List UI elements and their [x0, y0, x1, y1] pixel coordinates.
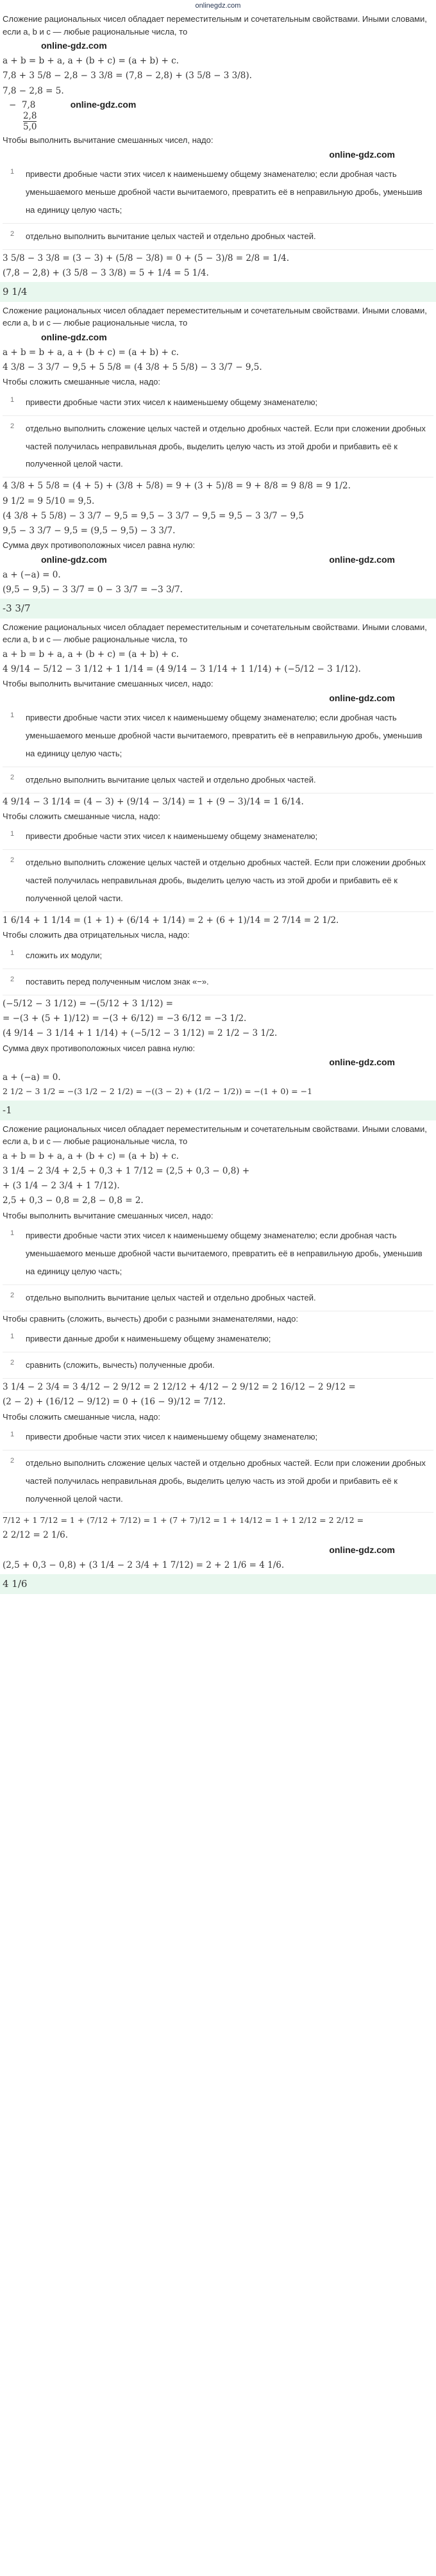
math-line: a + b = b + a, a + (b + c) = (a + b) + c.	[3, 347, 179, 358]
watermark: online-gdz.com	[70, 99, 137, 110]
intro-text: Сложение рациональных чисел обладает переместительным и сочетательным свойствами. Иными словами, если a, b и c — любые рациональные числа, то	[3, 1124, 427, 1146]
watermark: online-gdz.com	[41, 554, 107, 565]
math-line: 3 5/8 − 3 3/8 = (3 − 3) + (5/8 − 3/8) = 0 + (5 − 3)/8 = 2/8 = 1/4.	[3, 253, 290, 263]
col-result: 5,0	[23, 121, 37, 132]
rule-step: 1 привести дробные части этих чисел к наименьшему общему знаменателю;	[3, 1424, 433, 1450]
rule-text: Сумма двух противоположных чисел равна нулю:	[3, 540, 196, 551]
rule-step: 2 отдельно выполнить сложение целых частей и отдельно дробных частей. Если при сложении дробных частей получилась неправильная дробь, выделить целую часть из этой дроби и прибавить её к полученной целой части.	[3, 416, 433, 478]
intro-text: Сложение рациональных чисел обладает переместительным и сочетательным свойствами. Иными словами, если a, b и c — любые рациональные числа, то	[3, 305, 427, 328]
math-line: + (3 1/4 − 2 3/4 + 1 7/12).	[3, 1181, 120, 1191]
math-line: 4 9/14 − 3 1/14 = (4 − 3) + (9/14 − 3/14) = 1 + (9 − 3)/14 = 1 6/14.	[3, 796, 304, 807]
rule-text: Чтобы выполнить вычитание смешанных чисел, надо:	[3, 135, 214, 145]
solution-1	[3, 13, 433, 279]
rule-step: 2 отдельно выполнить сложение целых частей и отдельно дробных частей. Если при сложении дробных частей получилась неправильная дробь, выделить целую часть из этой дроби и прибавить её к полученной целой части.	[3, 1450, 433, 1513]
rule-text: Чтобы сложить смешанные числа, надо:	[3, 377, 160, 387]
math-line: 4 9/14 − 5/12 − 3 1/12 + 1 1/14 = (4 9/14 − 3 1/14 + 1 1/14) + (−5/12 − 3 1/12).	[3, 664, 361, 675]
math-line: 2 2/12 = 2 1/6.	[3, 1529, 68, 1540]
math-line: (7,8 − 2,8) + (3 5/8 − 3 3/8) = 5 + 1/4 = 5 1/4.	[3, 267, 209, 278]
math-line: a + b = b + a, a + (b + c) = (a + b) + c.	[3, 56, 179, 66]
math-line: 2,5 + 0,3 − 0,8 = 2,8 − 0,8 = 2.	[3, 1195, 144, 1206]
math-line: 1 6/14 + 1 1/14 = (1 + 1) + (6/14 + 1/14) = 2 + (6 + 1)/14 = 2 7/14 = 2 1/2.	[3, 915, 339, 926]
solution-3	[3, 621, 433, 1098]
math-line: 9,5 − 3 3/7 − 9,5 = (9,5 − 9,5) − 3 3/7.	[3, 526, 176, 536]
rule-step: 1 привести данные дроби к наименьшему общему знаменателю;	[3, 1326, 433, 1352]
watermark: online-gdz.com	[41, 331, 107, 342]
math-line: 4 3/8 + 5 5/8 = (4 + 5) + (3/8 + 5/8) = 9 + (3 + 5)/8 = 9 + 8/8 = 9 8/8 = 9 1/2.	[3, 481, 351, 492]
column-subtraction	[3, 99, 433, 133]
math-line: a + b = b + a, a + (b + c) = (a + b) + c.	[3, 1151, 179, 1161]
rule-text: Сумма двух противоположных чисел равна нулю:	[3, 1043, 196, 1053]
math-line: = −(3 + (5 + 1)/12) = −(3 + 6/12) = −3 6/12 = −3 1/2.	[3, 1013, 247, 1024]
math-line: 4 3/8 − 3 3/7 − 9,5 + 5 5/8 = (4 3/8 + 5 5/8) − 3 3/7 − 9,5.	[3, 361, 262, 372]
rule-text: Чтобы сложить смешанные числа, надо:	[3, 811, 160, 821]
rule-text: Чтобы сравнить (сложить, вычесть) дроби с разными знаменателями, надо:	[3, 1313, 298, 1324]
answer-3: -1	[0, 1101, 436, 1120]
rule-text: Чтобы сложить два отрицательных числа, надо:	[3, 930, 190, 940]
watermark: online-gdz.com	[329, 1057, 395, 1067]
math-line: a + b = b + a, a + (b + c) = (a + b) + c.	[3, 649, 179, 660]
answer-2: -3 3/7	[0, 599, 436, 619]
answer-4: 4 1/6	[0, 1574, 436, 1594]
watermark: online-gdz.com	[41, 40, 107, 51]
rule-step: 1 привести дробные части этих чисел к наименьшему общему знаменателю;	[3, 824, 433, 850]
rule-step: 2 поставить перед полученным числом знак «−».	[3, 969, 433, 995]
solution-4	[3, 1123, 433, 1572]
math-line: 3 1/4 − 2 3/4 + 2,5 + 0,3 + 1 7/12 = (2,5 + 0,3 − 0,8) +	[3, 1165, 250, 1176]
rule-text: Чтобы выполнить вычитание смешанных чисел, надо:	[3, 1210, 214, 1220]
col-minuend: 7,8	[21, 99, 36, 110]
rule-text: Чтобы сложить смешанные числа, надо:	[3, 1411, 160, 1422]
solution-2	[3, 304, 433, 597]
col-subtrahend: 2,8	[23, 110, 37, 121]
math-line: (2 − 2) + (16/12 − 9/12) = 0 + (16 − 9)/12 = 7/12.	[3, 1397, 226, 1408]
answer-1: 9 1/4	[0, 282, 436, 302]
rule-step: 1 привести дробные части этих чисел к наименьшему общему знаменателю; если дробная часть уменьшаемого меньше дробной части вычитаемого, превратить её в неправильную дробь, уменьшив на единицу целую часть;	[3, 705, 433, 767]
site-logo: onlinegdz.com	[195, 2, 241, 10]
math-line: (4 9/14 − 3 1/14 + 1 1/14) + (−5/12 − 3 1/12) = 2 1/2 − 3 1/2.	[3, 1028, 278, 1039]
rule-step: 2 сравнить (сложить, вычесть) полученные дроби.	[3, 1352, 433, 1379]
math-line: 7/12 + 1 7/12 = 1 + (7/12 + 7/12) = 1 + (7 + 7)/12 = 1 + 14/12 = 1 + 1 2/12 = 2 2/12 =	[3, 1515, 364, 1525]
rule-step: 2 отдельно выполнить вычитание целых частей и отдельно дробных частей.	[3, 767, 433, 794]
math-line: 3 1/4 − 2 3/4 = 3 4/12 − 2 9/12 = 2 12/12 + 4/12 − 2 9/12 = 2 16/12 − 2 9/12 =	[3, 1382, 356, 1393]
math-line: (2,5 + 0,3 − 0,8) + (3 1/4 − 2 3/4 + 1 7/12) = 2 + 2 1/6 = 4 1/6.	[3, 1559, 285, 1570]
rule-step: 2 отдельно выполнить вычитание целых частей и отдельно дробных частей.	[3, 224, 433, 250]
col-operator: −	[9, 99, 17, 110]
intro-text: Сложение рациональных чисел обладает переместительным и сочетательным свойствами. Иными словами, если a, b и c — любые рациональные числа, то	[3, 14, 427, 37]
watermark: online-gdz.com	[329, 1544, 395, 1555]
math-line: (4 3/8 + 5 5/8) − 3 3/7 − 9,5 = 9,5 − 3 3/7 − 9,5 = 9,5 − 3 3/7 − 9,5	[3, 510, 304, 521]
rule-step: 1 привести дробные части этих чисел к наименьшему общему знаменателю; если дробная часть уменьшаемого меньше дробной части вычитаемого, превратить её в неправильную дробь, уменьшив на единицу целую часть;	[3, 1223, 433, 1285]
watermark: online-gdz.com	[329, 149, 395, 160]
rule-step: 1 привести дробные части этих чисел к наименьшему общему знаменателю;	[3, 390, 433, 416]
math-line: a + (−a) = 0.	[3, 569, 61, 580]
intro-text: Сложение рациональных чисел обладает переместительным и сочетательным свойствами. Иными словами, если a, b и c — любые рациональные числа, то	[3, 622, 427, 645]
watermark: online-gdz.com	[329, 692, 395, 703]
rule-step: 1 привести дробные части этих чисел к наименьшему общему знаменателю; если дробная часть уменьшаемого меньше дробной части вычитаемого, превратить её в неправильную дробь, уменьшив на единицу целую часть;	[3, 162, 433, 224]
math-line: (−5/12 − 3 1/12) = −(5/12 + 3 1/12) =	[3, 998, 173, 1009]
watermark: online-gdz.com	[329, 554, 395, 565]
rule-step: 2 отдельно выполнить вычитание целых частей и отдельно дробных частей.	[3, 1285, 433, 1311]
rule-step: 2 отдельно выполнить сложение целых частей и отдельно дробных частей. Если при сложении дробных частей получилась неправильная дробь, выделить целую часть из этой дроби и прибавить её к полученной целой части.	[3, 850, 433, 912]
math-line: 7,8 − 2,8 = 5.	[3, 85, 64, 96]
math-line: a + (−a) = 0.	[3, 1072, 61, 1083]
rule-step: 1 сложить их модули;	[3, 943, 433, 969]
math-line: 2 1/2 − 3 1/2 = −(3 1/2 − 2 1/2) = −((3 − 2) + (1/2 − 1/2)) = −(1 + 0) = −1	[3, 1086, 313, 1097]
math-line: (9,5 − 9,5) − 3 3/7 = 0 − 3 3/7 = −3 3/7.	[3, 585, 183, 595]
math-line: 7,8 + 3 5/8 − 2,8 − 3 3/8 = (7,8 − 2,8) + (3 5/8 − 3 3/8).	[3, 71, 252, 81]
math-line: 9 1/2 = 9 5/10 = 9,5.	[3, 495, 95, 506]
rule-text: Чтобы выполнить вычитание смешанных чисел, надо:	[3, 679, 214, 689]
